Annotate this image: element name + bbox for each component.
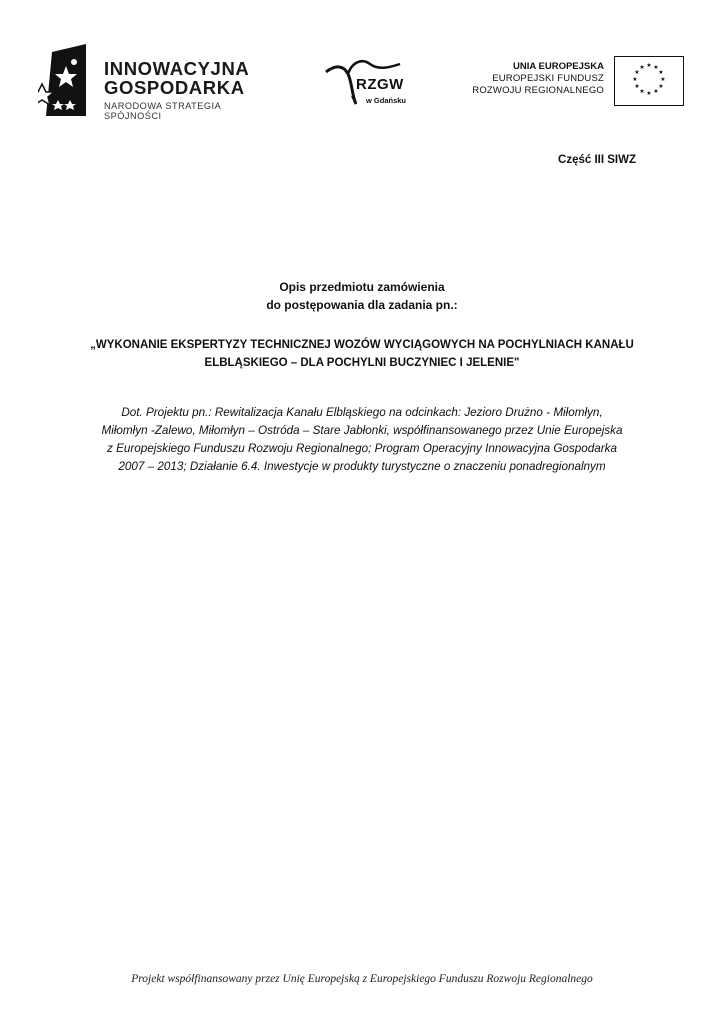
project-description [60,404,664,476]
eu-flag-icon [614,56,684,106]
innowacyjna-gospodarka-wordmark [104,59,278,121]
rzgw-logo [322,56,422,108]
eu-fund-text [472,61,604,97]
document-title-line2: do postępowania dla zadania pn.: [266,298,458,312]
document-title-line1: Opis przedmiotu zamówienia [279,280,445,294]
eu-stars-icon [615,57,683,105]
rzgw-name: RZGW [356,76,404,93]
logo-right-line3: ROZWOJU REGIONALNEGO [472,85,604,96]
svg-text:★: ★ [653,88,659,95]
svg-text:★: ★ [639,64,645,71]
svg-text:★: ★ [660,76,666,83]
svg-text:★: ★ [639,88,645,95]
task-title-line2: ELBLĄSKIEGO – DLA POCHYLNI BUCZYNIEC I JELENIE" [204,357,520,369]
svg-text:★: ★ [646,62,652,69]
svg-text:★: ★ [653,64,659,71]
project-line: 2007 – 2013; Działanie 6.4. Inwestycje w produkty turystyczne o znaczeniu ponadregionalnym [118,460,606,473]
svg-text:★: ★ [634,69,640,76]
logo-right-line1: UNIA EUROPEJSKA [513,61,604,72]
logo-right-line2: EUROPEJSKI FUNDUSZ [492,73,604,84]
page-footer: Projekt współfinansowany przez Unię Europejską z Europejskiego Funduszu Rozwoju Regionalnego [131,973,593,985]
task-title-line1: „WYKONANIE EKSPERTYZY TECHNICZNEJ WOZÓW WYCIĄGOWYCH NA POCHYLNIACH KANAŁU [90,339,634,351]
svg-text:★: ★ [658,69,664,76]
part-label: Część III SIWZ [558,154,636,166]
logo-left-line3: NARODOWA STRATEGIA SPÓJNOŚCI [104,101,221,121]
logo-left-line2: GOSPODARKA [104,77,245,98]
project-line: Dot. Projektu pn.: Rewitalizacja Kanału Elbląskiego na odcinkach: Jezioro Drużno - Miłomłyn, [121,406,603,419]
innowacyjna-gospodarka-star-icon [38,44,88,116]
logo-left-line1: INNOWACYJNA [104,58,250,79]
svg-text:★: ★ [658,83,664,90]
project-line: z Europejskiego Funduszu Rozwoju Regionalnego; Program Operacyjny Innowacyjna Gospodarka [107,442,617,455]
svg-text:★: ★ [634,83,640,90]
task-title [60,336,664,372]
innowacyjna-gospodarka-logo [38,44,278,121]
project-line: Miłomłyn -Zalewo, Miłomłyn – Ostróda – Stare Jabłonki, współfinansowanego przez Unie Europejska [101,424,623,437]
svg-text:★: ★ [632,76,638,83]
rzgw-subtitle: w Gdańsku [366,96,407,105]
svg-text:★: ★ [646,90,652,97]
